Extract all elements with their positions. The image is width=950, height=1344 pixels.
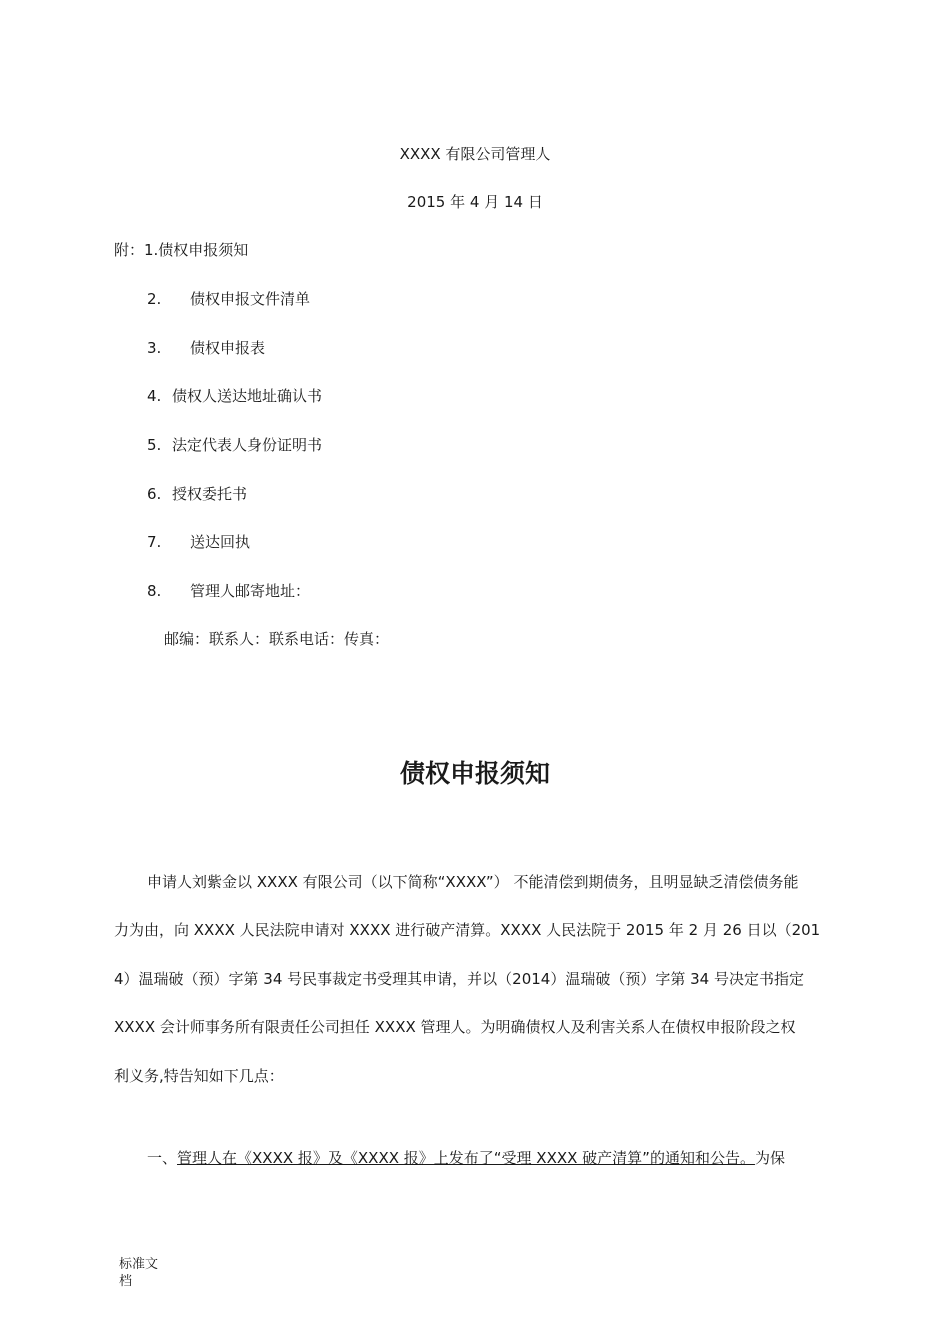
attachment-item-text: 债权申报文件清单 <box>190 290 311 308</box>
paragraph-line: 4）温瑞破（预）字第 34 号民事裁定书受理其申请，并以（2014）温瑞破（预）字第 34 号决定书指定 <box>114 970 804 988</box>
point-one <box>147 1148 785 1168</box>
attachment-item-text: 法定代表人身份证明书 <box>172 436 323 454</box>
footer-line: 档 <box>119 1274 133 1289</box>
point-one-suffix: 为保 <box>754 1149 785 1167</box>
footer-line: 标准文 <box>119 1257 159 1272</box>
attachment-item-num: 4. <box>147 387 162 405</box>
attachment-item-num: 3. <box>147 339 162 357</box>
header-date: 2015 年 4 月 14 日 <box>407 193 543 211</box>
point-one-prefix: 一、 <box>147 1149 178 1167</box>
header-org: XXXX 有限公司管理人 <box>399 145 551 163</box>
contact-line: 邮编：联系人：联系电话：传真： <box>164 630 390 648</box>
attachment-item-num: 6. <box>147 485 162 503</box>
paragraph-line: 力为由，向 XXXX 人民法院申请对 XXXX 进行破产清算。XXXX 人民法院于 2015 年 2 月 26 日以（201 <box>114 921 821 939</box>
paragraph-line: 申请人刘紫金以 XXXX 有限公司（以下简称“XXXX”） 不能清偿到期债务，且明显缺乏清偿债务能 <box>147 873 799 891</box>
attachment-item-text: 管理人邮寄地址： <box>190 582 311 600</box>
paragraph-line: XXXX 会计师事务所有限责任公司担任 XXXX 管理人。为明确债权人及利害关系人在债权申报阶段之权 <box>114 1018 796 1036</box>
notice-title: 债权申报须知 <box>399 759 550 788</box>
attachment-item-num: 8. <box>147 582 162 600</box>
attachment-item-num: 7. <box>147 533 162 551</box>
paragraph-line: 利义务,特告知如下几点： <box>114 1067 284 1085</box>
attachment-item-text: 债权申报表 <box>190 339 266 357</box>
point-one-underlined: 管理人在《XXXX 报》及《XXXX 报》上发布了“受理 XXXX 破产清算”的通知和公告。 <box>177 1149 755 1167</box>
attachment-item-text: 债权人送达地址确认书 <box>172 387 323 405</box>
attachment-intro: 附：1.债权申报须知 <box>114 241 249 259</box>
attachment-item-text: 送达回执 <box>190 533 251 551</box>
attachment-item-num: 2. <box>147 290 162 308</box>
attachment-item-num: 5. <box>147 436 162 454</box>
attachment-item-text: 授权委托书 <box>172 485 248 503</box>
